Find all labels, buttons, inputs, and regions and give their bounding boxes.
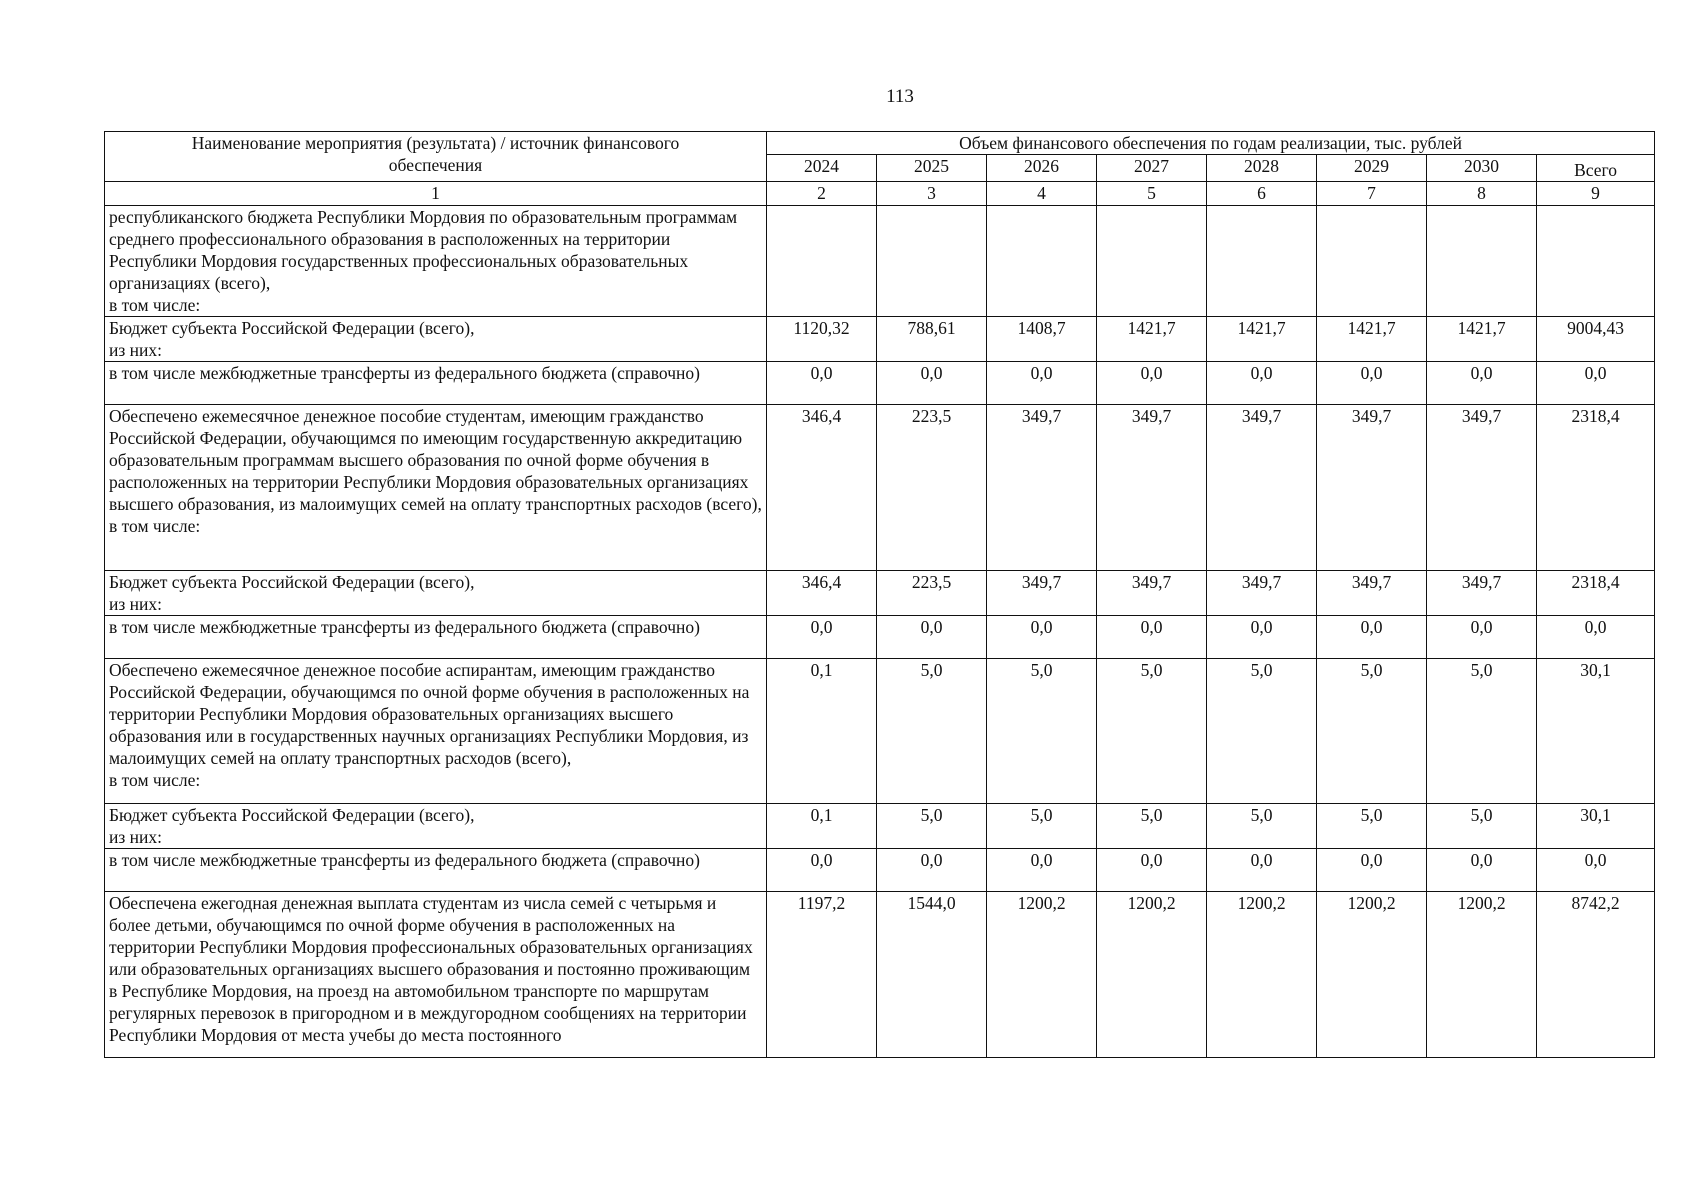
row-year-value: 5,0 <box>1097 659 1207 804</box>
row-name: в том числе межбюджетные трансферты из федерального бюджета (справочно) <box>105 849 767 892</box>
row-year-value: 5,0 <box>1207 659 1317 804</box>
row-year-value: 1200,2 <box>987 892 1097 1058</box>
table-row <box>105 804 1655 849</box>
row-year-value: 1120,32 <box>767 317 877 362</box>
row-year-value <box>877 206 987 317</box>
row-year-value: 0,0 <box>1207 849 1317 892</box>
table-row <box>105 571 1655 616</box>
row-year-value: 0,0 <box>987 616 1097 659</box>
row-year-value: 0,0 <box>1427 849 1537 892</box>
row-year-value: 349,7 <box>1207 405 1317 571</box>
row-year-value: 1421,7 <box>1317 317 1427 362</box>
column-number: 7 <box>1317 182 1427 206</box>
row-total-value: 2318,4 <box>1537 571 1655 616</box>
row-year-value: 0,0 <box>1317 362 1427 405</box>
column-numbers-row <box>105 182 1655 206</box>
row-name: Бюджет субъекта Российской Федерации (всего), из них: <box>105 571 767 616</box>
row-year-value: 0,0 <box>1097 616 1207 659</box>
page-number: 113 <box>886 86 914 107</box>
header-year: 2029 <box>1317 155 1427 182</box>
row-year-value: 1200,2 <box>1207 892 1317 1058</box>
row-name: Обеспечено ежемесячное денежное пособие студентам, имеющим гражданство Российской Федерации, обучающимся по имеющим государственную аккредитацию образовательным программам высшего образования по очной форме обучения в расположенных на территории Республики Мордовия образовательных организациях высшего образования, из малоимущих семей на оплату транспортных расходов (всего), в том числе: <box>105 405 767 571</box>
row-year-value: 349,7 <box>987 405 1097 571</box>
row-name: Обеспечено ежемесячное денежное пособие аспирантам, имеющим гражданство Российской Федерации, обучающимся по очной форме обучения в расположенных на территории Республики Мордовия образовательных организациях высшего образования или в государственных научных организациях Республики Мордовия, из малоимущих семей на оплату транспортных расходов (всего), в том числе: <box>105 659 767 804</box>
column-number: 3 <box>877 182 987 206</box>
row-year-value <box>767 206 877 317</box>
row-year-value: 0,0 <box>1207 616 1317 659</box>
row-total-value: 9004,43 <box>1537 317 1655 362</box>
row-year-value: 0,0 <box>877 616 987 659</box>
header-year: 2025 <box>877 155 987 182</box>
table-row <box>105 206 1655 317</box>
row-year-value <box>1207 206 1317 317</box>
column-number: 9 <box>1537 182 1655 206</box>
row-year-value <box>1097 206 1207 317</box>
header-year: 2028 <box>1207 155 1317 182</box>
row-total-value: 30,1 <box>1537 804 1655 849</box>
row-year-value: 5,0 <box>1427 804 1537 849</box>
row-year-value: 5,0 <box>877 804 987 849</box>
row-year-value: 0,0 <box>767 849 877 892</box>
table-row <box>105 892 1655 1058</box>
header-year: 2024 <box>767 155 877 182</box>
column-number: 6 <box>1207 182 1317 206</box>
header-year: 2030 <box>1427 155 1537 182</box>
row-year-value: 0,0 <box>1317 616 1427 659</box>
table-body <box>105 206 1655 1058</box>
header-year: 2026 <box>987 155 1097 182</box>
row-year-value: 788,61 <box>877 317 987 362</box>
row-year-value: 0,0 <box>1097 362 1207 405</box>
row-name: в том числе межбюджетные трансферты из федерального бюджета (справочно) <box>105 616 767 659</box>
row-year-value: 5,0 <box>877 659 987 804</box>
row-year-value: 349,7 <box>1207 571 1317 616</box>
row-year-value: 346,4 <box>767 405 877 571</box>
financing-table <box>104 131 1655 1058</box>
row-year-value <box>987 206 1097 317</box>
row-year-value: 1421,7 <box>1207 317 1317 362</box>
row-name: Обеспечена ежегодная денежная выплата студентам из числа семей с четырьмя и более детьми, обучающимся по очной форме обучения в расположенных на территории Республики Мордовия профессиональных образовательных организациях или образовательных организациях высшего образования и постоянно проживающим в Республике Мордовия, на проезд на автомобильном транспорте по маршрутам регулярных перевозок в пригородном и в междугородном сообщениях на территории Республики Мордовия от места учебы до места постоянного <box>105 892 767 1058</box>
row-year-value: 0,0 <box>1097 849 1207 892</box>
row-year-value: 0,0 <box>1207 362 1317 405</box>
row-year-value: 5,0 <box>1317 659 1427 804</box>
row-year-value: 1200,2 <box>1317 892 1427 1058</box>
row-year-value: 349,7 <box>1317 571 1427 616</box>
row-year-value: 1544,0 <box>877 892 987 1058</box>
row-year-value: 5,0 <box>987 659 1097 804</box>
row-year-value: 0,0 <box>1317 849 1427 892</box>
column-number: 5 <box>1097 182 1207 206</box>
row-year-value: 1408,7 <box>987 317 1097 362</box>
row-name: Бюджет субъекта Российской Федерации (всего), из них: <box>105 317 767 362</box>
row-year-value: 0,0 <box>1427 362 1537 405</box>
row-year-value: 0,0 <box>877 362 987 405</box>
row-year-value: 5,0 <box>1097 804 1207 849</box>
row-total-value: 30,1 <box>1537 659 1655 804</box>
row-year-value <box>1427 206 1537 317</box>
row-total-value <box>1537 206 1655 317</box>
row-year-value: 5,0 <box>987 804 1097 849</box>
row-total-value: 8742,2 <box>1537 892 1655 1058</box>
header-name-column: Наименование мероприятия (результата) / источник финансового обеспечения <box>105 132 767 182</box>
row-year-value: 1200,2 <box>1427 892 1537 1058</box>
row-year-value: 1200,2 <box>1097 892 1207 1058</box>
row-year-value: 349,7 <box>1427 571 1537 616</box>
row-name: республиканского бюджета Республики Мордовия по образовательным программам среднего профессионального образования в расположенных на территории Республики Мордовия государственных профессиональных образовательных организациях (всего), в том числе: <box>105 206 767 317</box>
row-year-value: 0,0 <box>987 362 1097 405</box>
table-row <box>105 362 1655 405</box>
row-year-value: 223,5 <box>877 405 987 571</box>
column-number: 4 <box>987 182 1097 206</box>
row-year-value: 0,1 <box>767 659 877 804</box>
row-year-value: 349,7 <box>1097 571 1207 616</box>
row-total-value: 2318,4 <box>1537 405 1655 571</box>
row-year-value: 1421,7 <box>1097 317 1207 362</box>
row-year-value: 0,0 <box>987 849 1097 892</box>
row-total-value: 0,0 <box>1537 362 1655 405</box>
table-row <box>105 317 1655 362</box>
row-year-value: 349,7 <box>1317 405 1427 571</box>
header-total: Всего <box>1537 155 1655 182</box>
row-year-value: 5,0 <box>1207 804 1317 849</box>
row-total-value: 0,0 <box>1537 849 1655 892</box>
header-financing-group: Объем финансового обеспечения по годам реализации, тыс. рублей <box>767 132 1655 155</box>
row-year-value: 349,7 <box>987 571 1097 616</box>
column-number: 2 <box>767 182 877 206</box>
row-year-value: 0,0 <box>767 616 877 659</box>
row-year-value: 0,0 <box>877 849 987 892</box>
row-year-value: 0,1 <box>767 804 877 849</box>
row-year-value: 1197,2 <box>767 892 877 1058</box>
table-row <box>105 616 1655 659</box>
row-year-value: 349,7 <box>1427 405 1537 571</box>
row-year-value: 346,4 <box>767 571 877 616</box>
row-year-value: 5,0 <box>1427 659 1537 804</box>
row-year-value: 349,7 <box>1097 405 1207 571</box>
row-name: Бюджет субъекта Российской Федерации (всего), из них: <box>105 804 767 849</box>
row-total-value: 0,0 <box>1537 616 1655 659</box>
row-year-value: 1421,7 <box>1427 317 1537 362</box>
row-year-value: 0,0 <box>1427 616 1537 659</box>
row-year-value <box>1317 206 1427 317</box>
row-name: в том числе межбюджетные трансферты из федерального бюджета (справочно) <box>105 362 767 405</box>
row-year-value: 223,5 <box>877 571 987 616</box>
row-year-value: 5,0 <box>1317 804 1427 849</box>
row-year-value: 0,0 <box>767 362 877 405</box>
header-year: 2027 <box>1097 155 1207 182</box>
table-row <box>105 659 1655 804</box>
table-row <box>105 405 1655 571</box>
table-row <box>105 849 1655 892</box>
column-number: 8 <box>1427 182 1537 206</box>
column-number: 1 <box>105 182 767 206</box>
